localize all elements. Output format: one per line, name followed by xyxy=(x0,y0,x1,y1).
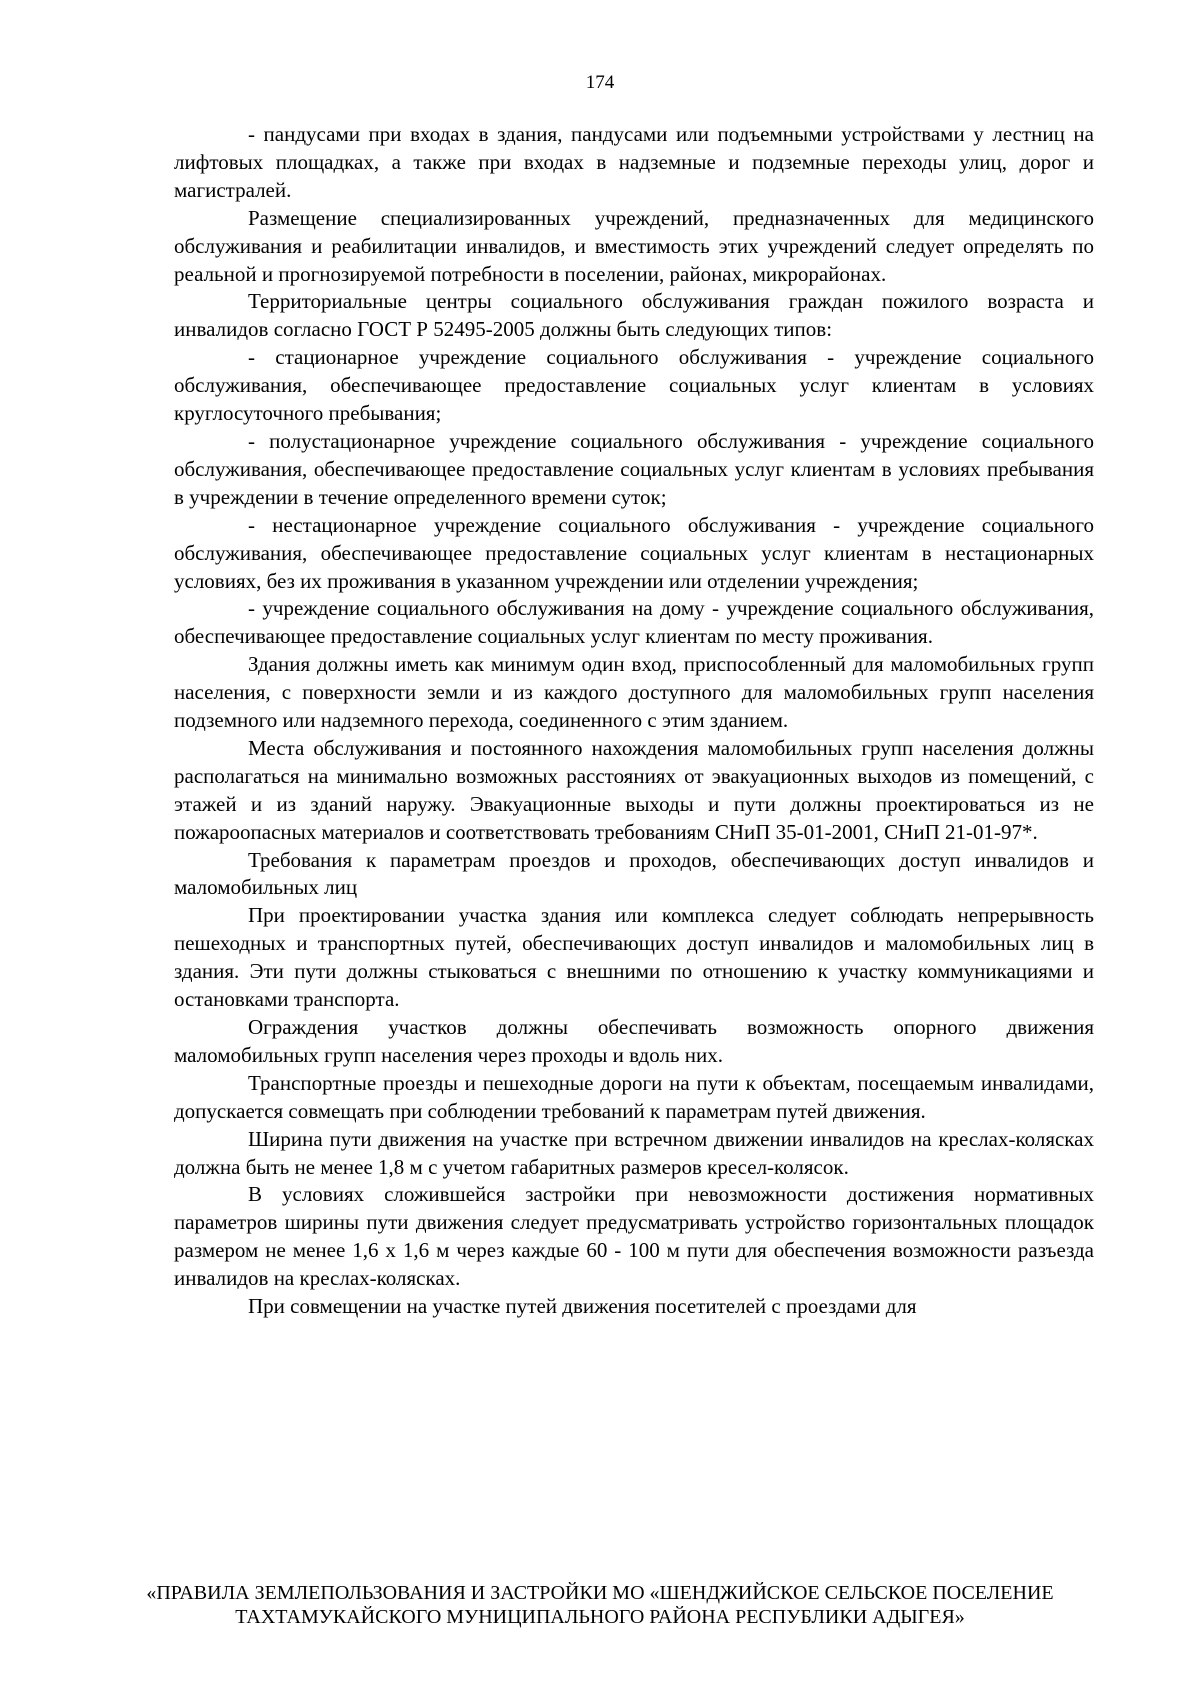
paragraph-ramps: - пандусами при входах в здания, пандусами или подъемными устройствами у лестниц на лифтовых площадках, а также при входах в надземные и подземные переходы улиц, дорог и магистралей. xyxy=(174,122,1094,202)
paragraph-building-entrance: Здания должны иметь как минимум один вход, приспособленный для маломобильных групп населения, с поверхности земли и из каждого доступного для маломобильных групп населения подземного или надземного перехода, соединенного с этим зданием. xyxy=(174,652,1094,733)
paragraph-path-width: Ширина пути движения на участке при встречном движении инвалидов на креслах-колясках должна быть не менее 1,8 м с учетом габаритных размеров кресел-колясок. xyxy=(174,1126,1094,1179)
paragraph-combined-paths: При совмещении на участке путей движения посетителей с проездами для xyxy=(248,1294,917,1319)
paragraph-service-places: Места обслуживания и постоянного нахождения маломобильных групп населения должны располагаться на минимально возможных расстояниях от эвакуационных выходов из помещений, с этажей и из зданий наружу. Эвакуационные выходы и пути должны проектироваться из не пожароопасных материалов и соответствовать требованиям СНиП 35-01-2001, СНиП 21-01-97*. xyxy=(174,735,1094,844)
footer-line-2: ТАХТАМУКАЙСКОГО МУНИЦИПАЛЬНОГО РАЙОНА РЕСПУБЛИКИ АДЫГЕЯ» xyxy=(235,1606,965,1628)
paragraph-home-service: - учреждение социального обслуживания на дому - учреждение социального обслуживания, обеспечивающее предоставление социальных услуг клиентам по месту проживания. xyxy=(174,596,1094,649)
paragraph-passage-requirements: Требования к параметрам проездов и проходов, обеспечивающих доступ инвалидов и маломобильных лиц xyxy=(174,847,1094,900)
paragraph-territorial-centers: Территориальные центры социального обслуживания граждан пожилого возраста и инвалидов согласно ГОСТ Р 52495-2005 должны быть следующих типов: xyxy=(174,289,1094,342)
paragraph-stationary: - стационарное учреждение социального обслуживания - учреждение социального обслуживания, обеспечивающее предоставление социальных услуг клиентам в условиях круглосуточного пребывания; xyxy=(174,345,1094,426)
page-number: 174 xyxy=(585,72,615,93)
paragraph-specialized-institutions: Размещение специализированных учреждений, предназначенных для медицинского обслуживания и реабилитации инвалидов, и вместимость этих учреждений следует определять по реальной и прогнозируемой потребности в поселении, районах, микрорайонах. xyxy=(174,205,1094,286)
paragraph-nonstationary: - нестационарное учреждение социального обслуживания - учреждение социального обслуживания, обеспечивающее предоставление социальных услуг клиентам в нестационарных условиях, без их проживания в указанном учреждении или отделении учреждения; xyxy=(174,512,1094,593)
paragraph-site-design: При проектировании участка здания или комплекса следует соблюдать непрерывность пешеходных и транспортных путей, обеспечивающих доступ инвалидов и маломобильных лиц в здания. Эти пути должны стыковаться с внешними по отношению к участку коммуникациями и остановками транспорта. xyxy=(174,903,1094,1012)
paragraph-existing-development: В условиях сложившейся застройки при невозможности достижения нормативных параметров ширины пути движения следует предусматривать устройство горизонтальных площадок размером не менее 1,6 х 1,6 м через каждые 60 - 100 м пути для обеспечения возможности разъезда инвалидов на креслах-колясках. xyxy=(174,1182,1094,1291)
paragraph-semistationary: - полустационарное учреждение социального обслуживания - учреждение социального обслуживания, обеспечивающее предоставление социальных услуг клиентам в условиях пребывания в учреждении в течение определенного времени суток; xyxy=(174,428,1094,509)
paragraph-transport-roads: Транспортные проезды и пешеходные дороги на пути к объектам, посещаемым инвалидами, допускается совмещать при соблюдении требований к параметрам путей движения. xyxy=(174,1070,1094,1123)
document-footer xyxy=(60,1581,1140,1629)
body-text xyxy=(174,121,1094,1321)
footer-line-1: «ПРАВИЛА ЗЕМЛЕПОЛЬЗОВАНИЯ И ЗАСТРОЙКИ МО «ШЕНДЖИЙСКОЕ СЕЛЬСКОЕ ПОСЕЛЕНИЕ xyxy=(146,1582,1054,1604)
paragraph-fencing: Ограждения участков должны обеспечивать возможность опорного движения маломобильных групп населения через проходы и вдоль них. xyxy=(174,1015,1094,1067)
